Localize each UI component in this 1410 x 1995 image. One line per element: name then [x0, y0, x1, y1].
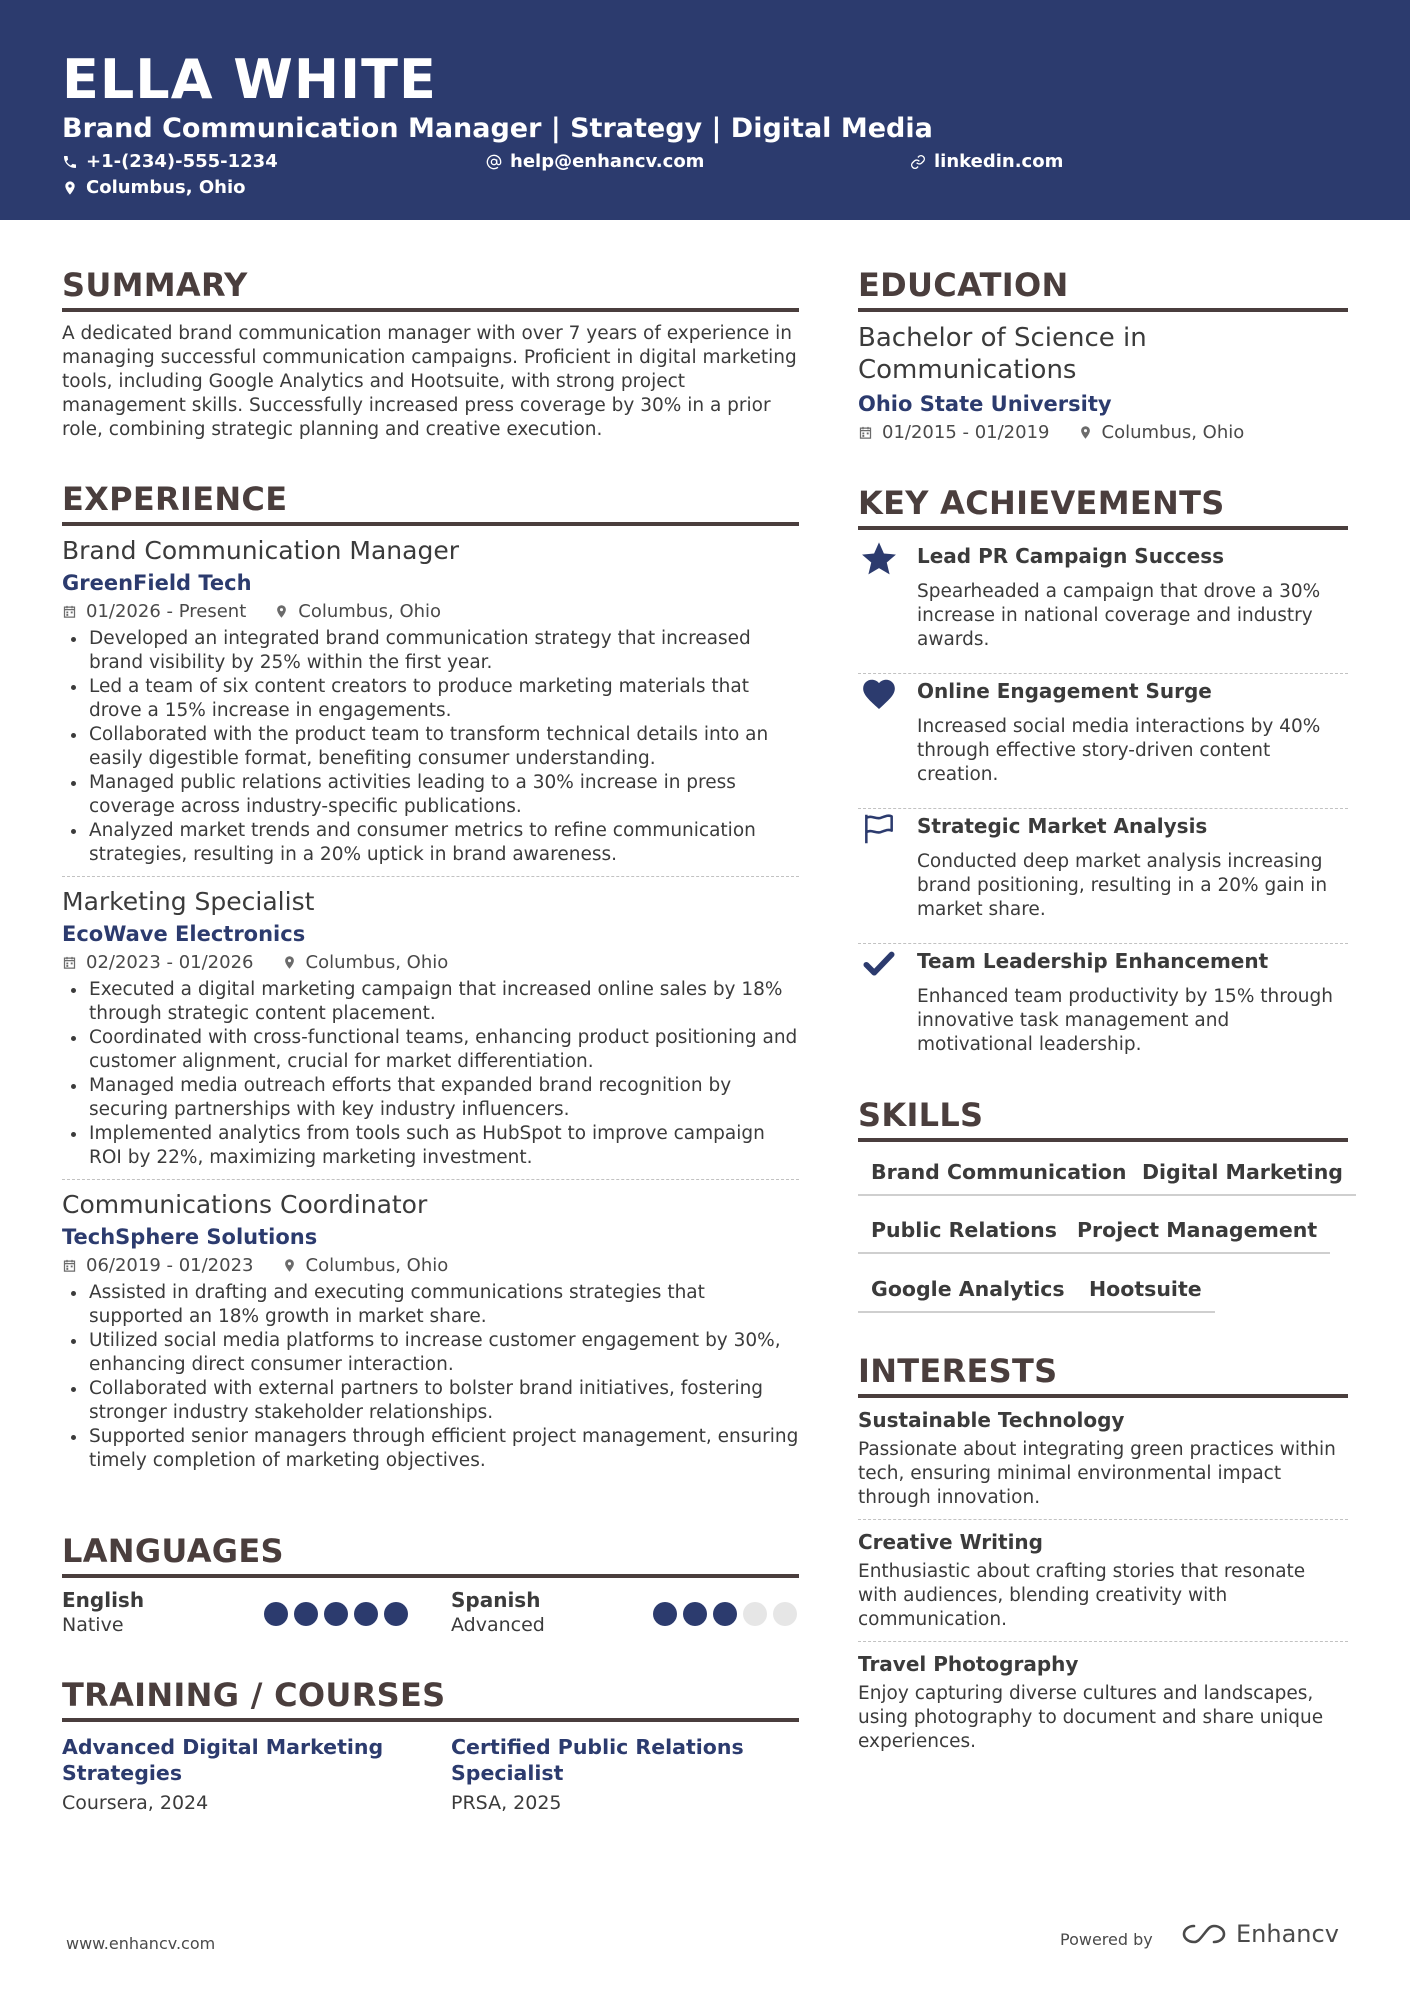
rating-dot-filled — [683, 1602, 707, 1626]
rating-dot-filled — [384, 1602, 408, 1626]
location-pin-icon — [1078, 425, 1093, 440]
phone-text: +1-(234)-555-1234 — [86, 151, 278, 172]
experience-heading: EXPERIENCE — [62, 480, 799, 526]
achievement-item — [858, 540, 1348, 674]
language-rating — [264, 1602, 408, 1626]
job-role: Communications Coordinator — [62, 1190, 428, 1219]
phone-icon — [62, 154, 78, 170]
job-role: Brand Communication Manager — [62, 536, 459, 565]
rating-dot-filled — [294, 1602, 318, 1626]
language-item — [62, 1588, 144, 1636]
languages-heading: LANGUAGES — [62, 1532, 799, 1578]
skill-tag: Public Relations — [858, 1218, 1070, 1254]
job-meta — [62, 1255, 799, 1276]
job-role: Marketing Specialist — [62, 887, 315, 916]
course-title: Advanced Digital Marketing Strategies — [62, 1735, 384, 1785]
achievement-desc: Conducted deep market analysis increasing brand positioning, resulting in a 20% gain in market share. — [917, 851, 1328, 920]
job-location — [282, 952, 449, 973]
website-text: linkedin.com — [934, 151, 1064, 172]
language-level: Native — [62, 1614, 124, 1636]
bullet-item: Assisted in drafting and executing communications strategies that supported an 18% growth in market share. — [62, 1281, 799, 1329]
job-bullets — [62, 627, 799, 867]
bullet-item: Analyzed market trends and consumer metrics to refine communication strategies, resulting in a 20% uptick in brand awareness. — [62, 819, 799, 867]
enhancv-logo[interactable] — [1180, 1920, 1339, 1948]
location-pin-icon — [282, 955, 297, 970]
interest-desc: Enthusiastic about crafting stories that resonate with audiences, blending creativity with communication. — [858, 1561, 1306, 1630]
job-bullets — [62, 1281, 799, 1473]
enhancv-logo-icon — [1180, 1922, 1228, 1946]
education-section — [858, 266, 1348, 443]
bullet-item: Executed a digital marketing campaign that increased online sales by 18% through strategic content placement. — [62, 978, 799, 1026]
bullet-item: Supported senior managers through efficient project management, ensuring timely completion of marketing objectives. — [62, 1425, 799, 1473]
education-location — [1078, 422, 1245, 443]
course-source: Coursera, 2024 — [62, 1792, 209, 1814]
skill-tag: Project Management — [1064, 1218, 1330, 1254]
experience-section — [62, 480, 799, 1473]
skill-tag: Hootsuite — [1076, 1277, 1215, 1313]
job-company: TechSphere Solutions — [62, 1225, 318, 1249]
rating-dot-filled — [324, 1602, 348, 1626]
candidate-title: Brand Communication Manager | Strategy | Digital Media — [62, 113, 933, 144]
bullet-item: Led a team of six content creators to produce marketing materials that drove a 15% increase in engagements. — [62, 675, 799, 723]
achievement-item — [858, 810, 1348, 944]
achievement-item — [858, 675, 1348, 809]
degree: Bachelor of Science in Communications — [858, 323, 1147, 385]
bullet-item: Coordinated with cross-functional teams, enhancing product positioning and customer alignment, crucial for market differentiation. — [62, 1026, 799, 1074]
contact-email[interactable] — [486, 151, 704, 172]
footer-powered-by: Powered by — [1060, 1930, 1153, 1949]
rating-dot-filled — [713, 1602, 737, 1626]
language-rating — [653, 1602, 797, 1626]
contact-phone[interactable] — [62, 151, 278, 172]
skill-tag: Brand Communication — [858, 1160, 1140, 1196]
bullet-item: Developed an integrated brand communication strategy that increased brand visibility by 25% within the first year. — [62, 627, 799, 675]
at-icon — [486, 154, 502, 170]
rating-dot-empty — [743, 1602, 767, 1626]
languages-section — [62, 1532, 799, 1642]
enhancv-logo-text: Enhancv — [1236, 1920, 1339, 1948]
candidate-name: ELLA WHITE — [62, 48, 437, 111]
language-item — [451, 1588, 545, 1636]
language-name: English — [62, 1588, 145, 1612]
job-company: GreenField Tech — [62, 571, 252, 595]
job-location — [274, 601, 441, 622]
achievement-desc: Increased social media interactions by 40% through effective story-driven content creation. — [917, 716, 1321, 785]
interest-desc: Enjoy capturing diverse cultures and landscapes, using photography to document and share unique experiences. — [858, 1683, 1324, 1752]
divider — [62, 876, 799, 877]
divider — [62, 1179, 799, 1180]
email-text: help@enhancv.com — [510, 151, 705, 172]
interest-title: Travel Photography — [858, 1652, 1079, 1676]
course-item — [62, 1734, 392, 1814]
achievement-item — [858, 945, 1348, 1065]
job-dates: 06/2019 - 01/2023 — [86, 1255, 254, 1276]
heart-icon — [860, 675, 898, 713]
language-level: Advanced — [451, 1614, 545, 1636]
course-title: Certified Public Relations Specialist — [451, 1735, 744, 1785]
calendar-icon — [62, 955, 77, 970]
skills-heading: SKILLS — [858, 1096, 1348, 1142]
school-name: Ohio State University — [858, 392, 1112, 416]
job-dates: 01/2026 - Present — [86, 601, 247, 622]
job-entry — [62, 887, 799, 1170]
footer-website[interactable]: www.enhancv.com — [66, 1934, 216, 1953]
achievement-desc: Enhanced team productivity by 15% through innovative task management and motivational leadership. — [917, 986, 1333, 1055]
course-source: PRSA, 2025 — [451, 1792, 562, 1814]
rating-dot-filled — [264, 1602, 288, 1626]
bullet-item: Collaborated with the product team to transform technical details into an easily digestible format, benefiting consumer understanding. — [62, 723, 799, 771]
achievement-title: Online Engagement Surge — [917, 679, 1212, 703]
job-bullets — [62, 978, 799, 1170]
job-company: EcoWave Electronics — [62, 922, 306, 946]
resume-header — [0, 0, 1410, 220]
course-item — [451, 1734, 781, 1814]
achievement-title: Strategic Market Analysis — [917, 814, 1208, 838]
skill-tag: Digital Marketing — [1129, 1160, 1356, 1196]
training-section — [62, 1676, 799, 1844]
interest-item — [858, 1408, 1348, 1520]
job-entry — [62, 1190, 799, 1473]
calendar-icon — [62, 1258, 77, 1273]
contact-location — [62, 177, 246, 198]
summary-heading: SUMMARY — [62, 266, 799, 312]
job-dates: 02/2023 - 01/2026 — [86, 952, 254, 973]
education-heading: EDUCATION — [858, 266, 1348, 312]
interests-heading: INTERESTS — [858, 1352, 1348, 1398]
bullet-item: Collaborated with external partners to bolster brand initiatives, fostering stronger industry stakeholder relationships. — [62, 1377, 799, 1425]
achievements-heading: KEY ACHIEVEMENTS — [858, 484, 1348, 530]
education-dates: 01/2015 - 01/2019 — [882, 422, 1050, 443]
location-text: Columbus, Ohio — [86, 177, 246, 198]
job-location-text: Columbus, Ohio — [305, 1255, 449, 1276]
bullet-item: Managed media outreach efforts that expanded brand recognition by securing partnerships with key industry influencers. — [62, 1074, 799, 1122]
summary-section — [62, 266, 799, 442]
interest-title: Sustainable Technology — [858, 1408, 1125, 1432]
job-location — [282, 1255, 449, 1276]
skills-section — [858, 1096, 1348, 1326]
rating-dot-empty — [773, 1602, 797, 1626]
job-entry — [62, 536, 799, 867]
language-name: Spanish — [451, 1588, 541, 1612]
rating-dot-filled — [354, 1602, 378, 1626]
checkmark-icon — [860, 945, 898, 983]
bullet-item: Utilized social media platforms to increase customer engagement by 30%, enhancing direct consumer interaction. — [62, 1329, 799, 1377]
skill-tag: Google Analytics — [858, 1277, 1078, 1313]
education-meta — [858, 422, 1348, 443]
job-meta — [62, 601, 799, 622]
rating-dot-filled — [653, 1602, 677, 1626]
job-location-text: Columbus, Ohio — [298, 601, 442, 622]
education-location-text: Columbus, Ohio — [1101, 422, 1245, 443]
achievements-section — [858, 484, 1348, 1064]
calendar-icon — [62, 604, 77, 619]
star-icon — [860, 540, 898, 578]
interests-section — [858, 1352, 1348, 1754]
summary-text: A dedicated brand communication manager with over 7 years of experience in managing successful communication campaigns. Proficient in digital marketing tools, including Google Analytics and Hootsuite, with strong project management skills. Successfully increased press coverage by 30% in a prior role, combining strategic planning and creative execution. — [62, 323, 797, 440]
link-icon — [910, 154, 926, 170]
flag-icon — [860, 810, 898, 848]
training-heading: TRAINING / COURSES — [62, 1676, 799, 1722]
location-pin-icon — [62, 180, 78, 196]
interest-desc: Passionate about integrating green practices within tech, ensuring minimal environmental impact through innovation. — [858, 1439, 1336, 1508]
location-pin-icon — [282, 1258, 297, 1273]
interest-item — [858, 1652, 1348, 1754]
bullet-item: Implemented analytics from tools such as HubSpot to improve campaign ROI by 22%, maximizing marketing investment. — [62, 1122, 799, 1170]
achievement-title: Team Leadership Enhancement — [917, 949, 1269, 973]
interest-item — [858, 1530, 1348, 1642]
bullet-item: Managed public relations activities leading to a 30% increase in press coverage across industry-specific publications. — [62, 771, 799, 819]
achievement-desc: Spearheaded a campaign that drove a 30% increase in national coverage and industry awards. — [917, 581, 1321, 650]
interest-title: Creative Writing — [858, 1530, 1043, 1554]
achievement-title: Lead PR Campaign Success — [917, 544, 1225, 568]
job-location-text: Columbus, Ohio — [305, 952, 449, 973]
calendar-icon — [858, 425, 873, 440]
job-meta — [62, 952, 799, 973]
contact-website[interactable] — [910, 151, 1063, 172]
location-pin-icon — [274, 604, 289, 619]
